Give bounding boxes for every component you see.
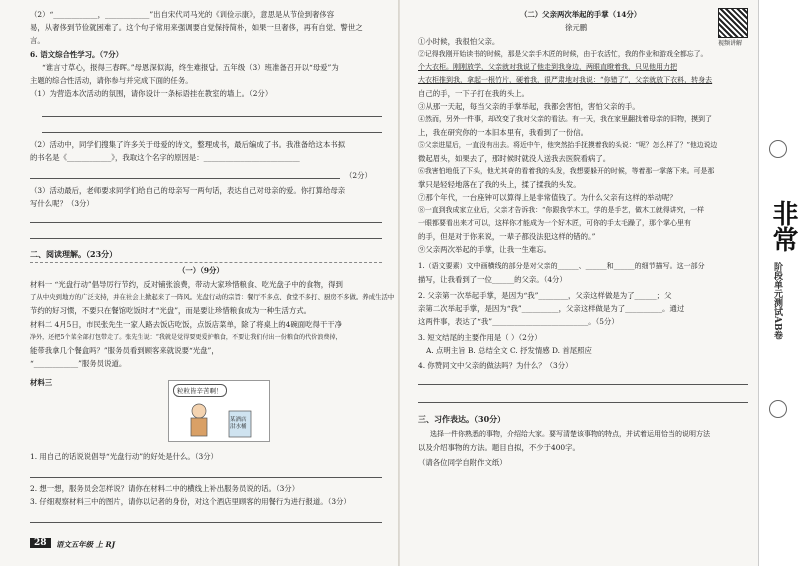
series-logo: 非常 xyxy=(768,200,798,252)
q6-task-3-line-1: （3）活动最后，老师要求同学们给自己的母亲写一两句话，表达自己对母亲的爱。你打算给母亲 xyxy=(30,186,346,195)
material-1-line-2: 了从中央到地方的广泛支持，并在社会上掀起来了一阵风。光盘行动的宗旨：餐厅不多点、食堂不多打、厨房不多做。养成生活中 xyxy=(30,293,395,301)
q2-line-2: 易，从奢侈到节俭就困难了。这个句子常用来强调要自觉保持简朴，如果一旦奢侈，再有自觉、警世之 xyxy=(30,23,363,32)
paragraph-9: ⑨父亲两次举起的手掌，让我一生难忘。 xyxy=(418,245,552,254)
material-2-line-2: 净外，还把5个菜全部打包带走了。张先生说：“我就是觉得要更爱护粮食，不要让我们付出一份粮食的代价浪费掉， xyxy=(30,334,342,341)
divider xyxy=(30,262,382,263)
reading-question-2-line-1: 2. 父亲第一次举起手掌，是因为“我”________，父亲这样做是为了______；父 xyxy=(418,291,672,300)
q6-intro-2: 主题的综合性活动，请你参与并完成下面的任务。 xyxy=(30,76,193,85)
answer-line xyxy=(30,222,382,223)
answer-line xyxy=(30,178,340,179)
paragraph-7: ⑦那个年代，一台座钟可以算得上是非常值钱了。为什么父亲有这样的举动呢？ xyxy=(418,193,677,202)
answer-line xyxy=(30,238,382,239)
speech-bubble: 粒粒皆辛苦啊！ xyxy=(173,384,227,397)
footer-text: 语文五年级 上 RJ xyxy=(56,540,116,549)
answer-line xyxy=(418,402,748,403)
paragraph-4-line-2: 上，我在研究你的一本旧本里有，我看到了一份信。 xyxy=(418,128,588,137)
answer-line xyxy=(42,116,382,117)
q6-task-2-score: （2分） xyxy=(345,171,372,180)
reading-question-3-options: A. 点明主旨 B. 总结全文 C. 抒发情感 D. 首尾照应 xyxy=(426,346,592,355)
paragraph-2-line-2: 个大衣柜。刚刚放学，父亲就对我说了他走到我身边，两眼直瞪着我，只见他用力把 xyxy=(418,63,677,71)
q6-task-2-line-2: 的书名是《____________》，我取这个名字的原因是：__________________________ xyxy=(30,153,300,162)
material-3-title: 材料三 xyxy=(30,378,53,387)
answer-line xyxy=(418,384,748,385)
paragraph-5-line-1: ⑤父亲进屋后，一直没有出去。将近中午，他突然抬手抚摸着我的头说：“呢？怎么样了？”他边说边 xyxy=(418,141,718,149)
cartoon-figure-icon xyxy=(169,381,269,441)
part-1-title: （一）（9分） xyxy=(178,266,224,275)
writing-prompt-line-1: 选择一件你熟悉的事物，介绍给大家。要写清楚该事物的特点，并试着运用恰当的说明方法 xyxy=(430,430,710,438)
right-page xyxy=(400,0,800,566)
question-1: 1. 用自己的话说说倡导“光盘行动”的好处是什么。（3分） xyxy=(30,452,218,461)
paragraph-8-line-2: 一眼都要看出来才可以，这样你才能成为一个好木匠，可你的手太毛躁了，那个掌心里有 xyxy=(418,219,691,227)
reading-question-1-line-1: 1.（语文要素）文中画横线的部分是对父亲的______、______和______的细节描写。这一部分 xyxy=(418,262,705,270)
binding-hole xyxy=(769,140,787,158)
q6-task-1: （1）为营造本次活动的氛围，请你设计一条标语挂在教室的墙上。（2分） xyxy=(30,89,273,98)
q2-line-3: 言。 xyxy=(30,36,45,45)
writing-prompt-line-2: 以及介绍事物的方法。题目自拟，不少于400字。 xyxy=(418,443,580,452)
page-number: 28 xyxy=(30,538,51,548)
q6-intro-1: “谁言寸草心，报得三春晖。”母恩深似海，终生难报답。五年级（3）班准备召开以“母爱”为 xyxy=(42,63,339,72)
reading-question-4: 4. 你赞同文中父亲的做法吗？为什么？（3分） xyxy=(418,361,573,370)
section-3-title: 三、习作表达。（30分） xyxy=(418,414,506,424)
q6-task-2-line-1: （2）活动中，同学们搜集了许多关于母爱的诗文，整理成书，最后编成了书。我准备给这本书拟 xyxy=(30,140,346,149)
material-2-line-3: 能带我拿几个餐盒吗？”服务员看到顾客来就说要“光盘”， xyxy=(30,346,219,355)
question-2: 2. 想一想，服务员会怎样说？请你在材料二中的横线上补出服务员说的话。（3分） xyxy=(30,484,300,493)
series-sidebar xyxy=(758,0,800,566)
material-2-line-1: 材料二 4月5日，市民张先生一家人路去饭店吃饭，点饭店菜单，除了将桌上的4碗面吃得干干净 xyxy=(30,320,343,329)
paragraph-6-line-2: 掌只是轻轻地落在了我的头上，揉了揉我的头发。 xyxy=(418,180,581,189)
part-2-title: （二）父亲两次举起的手掌（14分） xyxy=(520,10,642,19)
paragraph-5-line-2: 微起眉头，如果去了，那时候时就没人送我去医院看病了。 xyxy=(418,154,611,163)
section-2-title: 二、阅读理解。（23分） xyxy=(30,249,118,259)
paragraph-2-line-3: 大衣柜推到我，拿起一根竹片，硬着我，很严肃地对我说：“你错了”，父亲就放下衣料，转身去 xyxy=(418,76,713,84)
reading-question-3: 3. 短文结尾的主要作用是（ ）（2分） xyxy=(418,333,542,342)
qr-code-icon[interactable] xyxy=(718,8,748,38)
writing-prompt-line-3: （请各位同学自附作文纸） xyxy=(418,458,507,467)
paragraph-2-line-1: ②记得我刚开始读书的时候，那是父亲手木匠的时候，由于农活忙，我的作业和游戏全都忘了。 xyxy=(418,50,708,58)
question-3: 3. 仔细观察材料三中的图片，请你以记者的身份，对这个酒店里顾客的用餐行为进行报道。（3分） xyxy=(30,497,351,506)
series-subtitle: 阶段单元测试AB卷 xyxy=(772,262,782,340)
paragraph-6-line-1: ⑥我害怕地低了下头，他尤其奇的看着我的头发，我想要躲开的时候，等着那一掌落下来。可是那 xyxy=(418,167,715,175)
reading-question-1-line-2: 描写，让我看到了一位______的父亲。（4分） xyxy=(418,275,567,284)
qr-label: 视频讲解 xyxy=(718,40,743,47)
q6-task-3-line-2: 写什么呢？（3分） xyxy=(30,199,94,208)
cartoon-image xyxy=(168,380,270,442)
material-1-line-3: 节约的好习惯，不要只在餐馆吃饭时才“光盘”，而是要让珍惜粮食成为一种生活方式。 xyxy=(30,306,312,315)
reading-question-2-line-3: 这两件事，表达了“我”__________________________。（5分） xyxy=(418,317,619,326)
paragraph-8-line-1: ⑧一直到我成家立业后，父亲才告诉我：“你跟我学木工，学的是手艺，做木工就得讲究，一样 xyxy=(418,206,705,214)
bucket-sign: 某酒店 泔水桶 xyxy=(230,417,247,430)
material-2-line-4: “____________”服务员说道。 xyxy=(30,359,127,368)
paragraph-8-line-3: 的手，但是对于你来说，一辈子都没法犯这样的错的。” xyxy=(418,232,596,241)
paragraph-4-line-1: ④然而，另外一件事，却改变了我对父亲的看法。有一天，我在家里翻找着母亲的旧物，摸到了 xyxy=(418,115,712,123)
paragraph-3: ③从那一天起，每当父亲的手掌举起，我都会害怕，害怕父亲的手。 xyxy=(418,102,640,111)
answer-line xyxy=(30,522,382,523)
author: 徐元鹏 xyxy=(565,23,588,32)
answer-line xyxy=(42,132,382,133)
material-1-line-1: 材料一 “光盘行动”倡导厉行节约，反对铺张浪费，带动大家珍惜粮食、吃光盘子中的食物，得到 xyxy=(30,280,343,289)
answer-line xyxy=(30,477,382,478)
q2-line-1: （2）“____________，____________”出自宋代司马光的《训俭示康》，意思是从节俭到奢侈容 xyxy=(30,10,335,19)
reading-question-2-line-2: 亲第二次举起手掌，是因为“我”__________，父亲这样做是为了__________。通过 xyxy=(418,304,685,313)
q6-title: 6. 语文综合性学习。（7分） xyxy=(30,50,124,59)
binding-hole xyxy=(769,400,787,418)
paragraph-1: ①小时候，我很怕父亲。 xyxy=(418,37,500,46)
paragraph-2-line-4: 自己的手，一下子打在我的头上。 xyxy=(418,89,529,98)
